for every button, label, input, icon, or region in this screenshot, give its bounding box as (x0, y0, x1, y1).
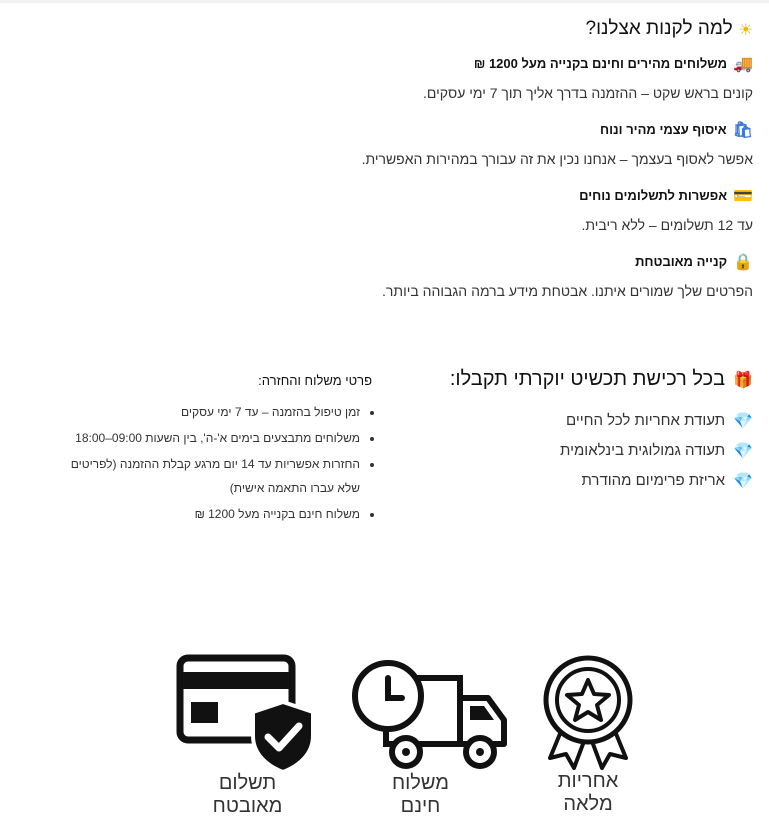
trust-badges (0, 652, 769, 832)
list-item: • זמן טיפול בהזמנה – עד 7 ימי עסקים (58, 400, 360, 424)
badge-label-line2: חינם (400, 795, 441, 817)
feature-text: הפרטים שלך שמורים איתנו. אבטחת מידע ברמה הגבוהה ביותר. (382, 283, 753, 299)
truck-icon: 🚚 (733, 54, 753, 73)
feature-secure-purchase: 🔒 קנייה מאובטחת הפרטים שלך שמורים איתנו. אבטחת מידע ברמה הגבוהה ביותר. (353, 252, 753, 304)
feature-fast-shipping: 🚚 משלוחים מהירים וחינם בקנייה מעל 1200 ₪ קונים בראש שקט – ההזמנה בדרך אליך תוך 7 ימי עסקים. (353, 54, 753, 106)
feature-text: קונים בראש שקט – ההזמנה בדרך אליך תוך 7 ימי עסקים. (423, 85, 753, 101)
badge-label-line2: מלאה (563, 793, 613, 815)
gem-icon: 💎 (733, 470, 753, 490)
sun-icon: ☀ (738, 19, 753, 39)
gift-item: 💎 תעודת אחריות לכל החיים (565, 410, 753, 430)
badge-full-warranty (540, 654, 636, 816)
feature-installments: 💳 אפשרות לתשלומים נוחים עד 12 תשלומים – ללא ריבית. (353, 186, 753, 238)
feature-self-pickup: 🛍 איסוף עצמי מהיר ונוח אפשר לאסוף בעצמך – אנחנו נכין את זה עבורך במהירות האפשרית. (353, 120, 753, 172)
badge-label-line1: תשלום (218, 772, 277, 794)
shopping-bag-icon: 🛍 (732, 120, 753, 139)
badge-label-line2: מאובטח (212, 795, 283, 817)
list-item: • משלוח חינם בקנייה מעל 1200 ₪ (58, 502, 360, 526)
gift-icon: 🎁 (733, 370, 753, 389)
top-divider (0, 0, 769, 3)
gem-icon: 💎 (733, 440, 753, 460)
badge-free-shipping (348, 658, 513, 818)
shipping-details-title: פרטי משלוח והחזרה: (258, 373, 372, 388)
gifts-section (408, 368, 753, 495)
credit-card-icon: 💳 (733, 186, 753, 205)
badge-secure-payment (175, 652, 320, 818)
badge-label-line1: אחריות (557, 770, 619, 792)
gift-item: 💎 תעודה גמולוגית בינלאומית (560, 440, 753, 460)
delivery-truck-icon (348, 658, 513, 772)
secure-payment-icon (175, 652, 320, 772)
award-medal-icon (540, 654, 636, 772)
badge-label-line1: משלוח (391, 772, 450, 794)
gift-item: 💎 אריזת פרימיום מהודרת (581, 470, 753, 490)
gifts-title: 🎁 בכל רכישת תכשיט יוקרתי תקבלו: (449, 368, 753, 390)
feature-text: אפשר לאסוף בעצמך – אנחנו נכין את זה עבורך במהירות האפשרית. (361, 151, 753, 167)
why-us-title: ☀ למה לקנות אצלנו? (585, 18, 753, 39)
feature-text: עד 12 תשלומים – ללא ריבית. (581, 217, 753, 233)
list-item: • החזרות אפשריות עד 14 יום מרגע קבלת ההזמנה (לפריטים שלא עברו התאמה אישית) (58, 452, 360, 500)
shipping-details-section (58, 373, 388, 528)
shipping-details-list (58, 400, 388, 526)
why-us-section (353, 18, 753, 318)
lock-icon: 🔒 (733, 252, 753, 271)
list-item: • משלוחים מתבצעים בימים א'-ה', בין השעות 09:00–18:00 (58, 426, 360, 450)
gem-icon: 💎 (733, 410, 753, 430)
